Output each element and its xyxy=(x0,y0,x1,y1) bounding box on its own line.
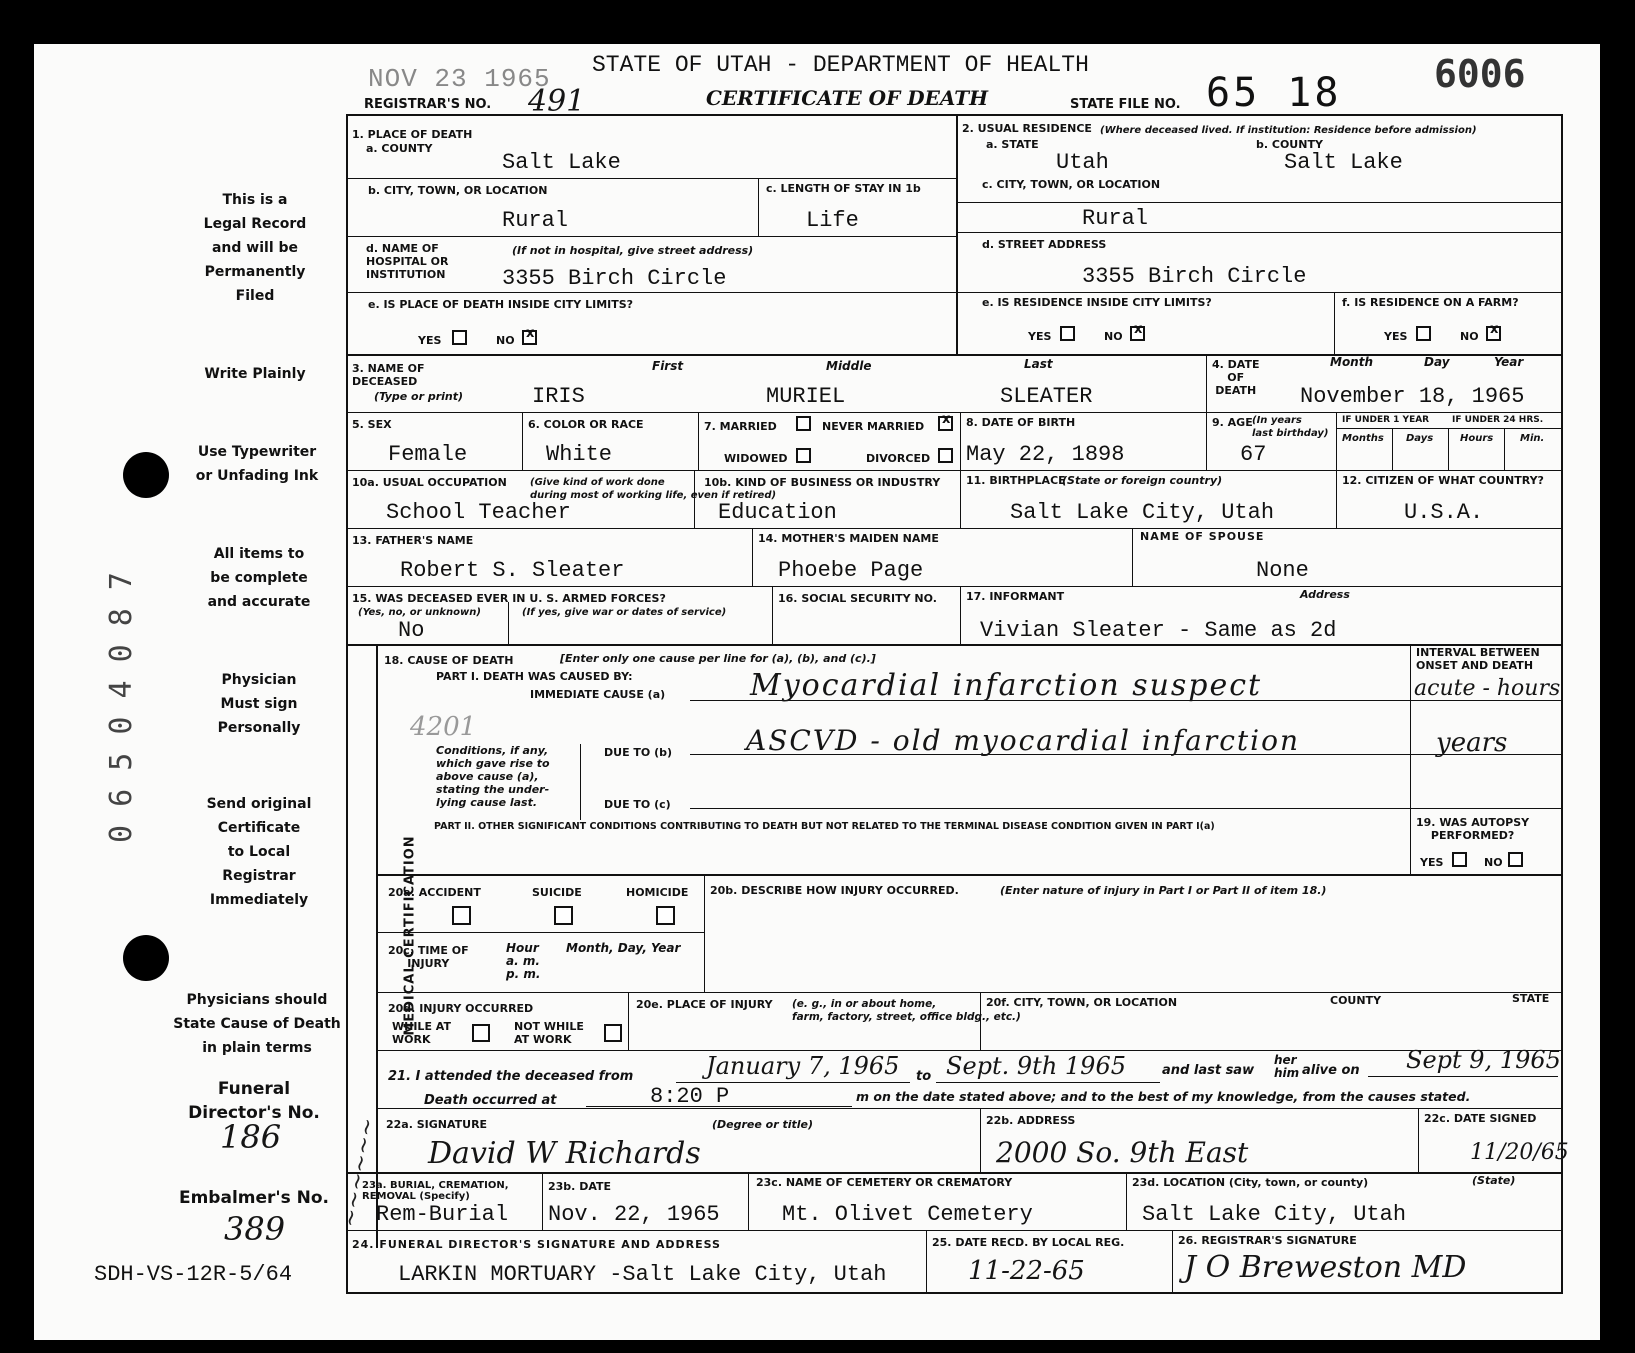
label-race: 6. COLOR OR RACE xyxy=(528,418,644,431)
label-alive-on: alive on xyxy=(1302,1063,1360,1078)
typewriter-note: Use Typewriter or Unfading Ink xyxy=(195,444,319,484)
checkbox-death-inside-yes[interactable] xyxy=(452,330,467,345)
label-autopsy: 19. WAS AUTOPSY PERFORMED? xyxy=(1416,816,1530,842)
label-part2: PART II. OTHER SIGNIFICANT CONDITIONS CONTRIBUTING TO DEATH BUT NOT RELATED TO THE TERMINAL DISEASE CONDITION GIVEN IN PART I(a) xyxy=(434,821,1215,832)
label-state-paren: (State) xyxy=(1472,1174,1516,1187)
date-signed-value: 11/20/65 xyxy=(1470,1140,1569,1165)
punch-hole-top xyxy=(123,452,169,498)
label-date-of-death: 4. DATE OF DEATH xyxy=(1212,358,1260,397)
label-stated: m on the date stated above; and to the best of my knowledge, from the causes stated. xyxy=(856,1089,1471,1104)
label-occupation: 10a. USUAL OCCUPATION xyxy=(352,476,507,489)
attended-from-value: January 7, 1965 xyxy=(706,1052,900,1080)
label-injury-occurred: 20d. INJURY OCCURRED xyxy=(388,1002,534,1015)
attended-to-value: Sept. 9th 1965 xyxy=(946,1052,1126,1080)
spouse-value: None xyxy=(1256,558,1309,583)
label-describe-injury: 20b. DESCRIBE HOW INJURY OCCURRED. xyxy=(710,884,959,897)
label-armed-forces-note1: (Yes, no, or unknown) xyxy=(358,607,481,618)
complete-note: All items to be complete and accurate xyxy=(207,546,311,610)
length-stay-value: Life xyxy=(806,208,859,233)
label-middle: Middle xyxy=(826,359,872,373)
label-hospital-note: (If not in hospital, give street address) xyxy=(512,244,754,257)
label-no-2: NO xyxy=(1104,330,1123,343)
label-informant: 17. INFORMANT xyxy=(966,590,1065,603)
label-residence-note: (Where deceased lived. If institution: Residence before admission) xyxy=(1100,125,1477,136)
location-value: Salt Lake City, Utah xyxy=(1142,1202,1407,1227)
citizen-value: U.S.A. xyxy=(1404,500,1484,525)
label-accident: 20a. ACCIDENT xyxy=(388,886,481,899)
occupation-value: School Teacher xyxy=(386,500,571,525)
res-city-value: Rural xyxy=(1082,206,1149,231)
industry-value: Education xyxy=(718,500,837,525)
label-under-1-year: IF UNDER 1 YEAR xyxy=(1342,415,1430,425)
label-birthplace: 11. BIRTHPLACE xyxy=(966,474,1066,487)
vertical-serial: 0 6 5 0 4 0 8 7 xyxy=(103,572,139,843)
label-armed-forces-note2: (If yes, give war or dates of service) xyxy=(522,607,727,618)
legal-record-note: This is a Legal Record and will be Permanently Filed xyxy=(203,192,307,304)
label-divorced: DIVORCED xyxy=(866,452,931,465)
label-her-him: her him xyxy=(1274,1053,1300,1080)
physician-sign-note: Physician Must sign Personally xyxy=(217,672,301,736)
label-signature: 22a. SIGNATURE xyxy=(386,1118,488,1131)
date-of-death-value: November 18, 1965 xyxy=(1300,384,1525,409)
last-saw-value: Sept 9, 1965 xyxy=(1406,1046,1561,1074)
label-day: Day xyxy=(1424,355,1450,369)
label-last: Last xyxy=(1024,357,1053,371)
age-value: 67 xyxy=(1240,442,1267,467)
label-hours: Hours xyxy=(1460,433,1494,444)
checkbox-homicide[interactable] xyxy=(656,906,675,925)
father-value: Robert S. Sleater xyxy=(400,558,625,583)
physicians-state-note: Physicians should State Cause of Death in plain terms xyxy=(173,992,341,1056)
label-cemetery: 23c. NAME OF CEMETERY OR CREMATORY xyxy=(756,1176,1013,1189)
hospital-value: 3355 Birch Circle xyxy=(502,266,727,291)
label-citizen: 12. CITIZEN OF WHAT COUNTRY? xyxy=(1342,474,1544,487)
label-immediate-cause: IMMEDIATE CAUSE (a) xyxy=(530,688,666,701)
label-sex: 5. SEX xyxy=(352,418,392,431)
interval-a-value: acute - hours xyxy=(1414,676,1561,701)
label-minutes: Min. xyxy=(1520,433,1545,444)
label-place-of-injury-note: (e. g., in or about home, farm, factory, street, office bldg., etc.) xyxy=(792,998,1021,1023)
label-industry: 10b. KIND OF BUSINESS OR INDUSTRY xyxy=(704,476,941,489)
cause-b-value: ASCVD - old myocardial infarction xyxy=(746,724,1301,757)
label-length-stay: c. LENGTH OF STAY IN 1b xyxy=(766,182,921,195)
death-county-value: Salt Lake xyxy=(502,150,621,175)
phys-address-value: 2000 So. 9th East xyxy=(996,1136,1249,1169)
checkbox-farm-yes[interactable] xyxy=(1416,326,1431,341)
label-burial-date: 23b. DATE xyxy=(548,1180,611,1193)
label-res-county: b. COUNTY xyxy=(1256,138,1323,151)
funeral-director-label: Funeral Director's No. xyxy=(188,1079,320,1123)
state-file-number: 65 18 xyxy=(1206,70,1342,116)
label-due-to-b: DUE TO (b) xyxy=(604,746,673,759)
informant-value: Vivian Sleater - Same as 2d xyxy=(980,618,1337,643)
label-widowed: WIDOWED xyxy=(724,452,788,465)
label-hour: Hour a. m. p. m. xyxy=(506,941,541,981)
registrar-label: REGISTRAR'S NO. xyxy=(364,97,492,112)
label-res-city: c. CITY, TOWN, OR LOCATION xyxy=(982,178,1161,191)
time-of-death-value: 8:20 P xyxy=(650,1084,730,1109)
birthplace-value: Salt Lake City, Utah xyxy=(1010,500,1275,525)
label-age: 9. AGE xyxy=(1212,416,1253,429)
label-location: 23d. LOCATION (City, town, or county) xyxy=(1132,1176,1369,1189)
label-birthplace-note: (State or foreign country) xyxy=(1062,474,1223,487)
label-ssn: 16. SOCIAL SECURITY NO. xyxy=(778,592,937,605)
sex-value: Female xyxy=(388,442,468,467)
cemetery-value: Mt. Olivet Cemetery xyxy=(782,1202,1033,1227)
send-original-note: Send original Certificate to Local Registrar Immediately xyxy=(206,796,312,908)
race-value: White xyxy=(546,442,613,467)
write-plainly-note: Write Plainly xyxy=(204,366,306,382)
label-yes-3: YES xyxy=(1384,330,1408,343)
date-recd-value: 11-22-65 xyxy=(968,1256,1085,1286)
checkbox-autopsy-no[interactable] xyxy=(1508,852,1523,867)
checkbox-autopsy-yes[interactable] xyxy=(1452,852,1467,867)
mark-res-inside-no: x xyxy=(1134,322,1143,337)
label-last-saw: and last saw xyxy=(1162,1063,1255,1078)
middle-name-value: MURIEL xyxy=(766,384,846,409)
label-date-signed: 22c. DATE SIGNED xyxy=(1424,1112,1537,1125)
label-phys-address: 22b. ADDRESS xyxy=(986,1114,1076,1127)
label-funeral-director-sig: 24. FUNERAL DIRECTOR'S SIGNATURE AND ADDRESS xyxy=(352,1238,721,1251)
funeral-director-value: LARKIN MORTUARY -Salt Lake City, Utah xyxy=(398,1262,887,1287)
label-conditions: Conditions, if any, which gave rise to above cause (a), stating the under- lying cause last. xyxy=(436,744,550,809)
checkbox-widowed[interactable] xyxy=(796,448,811,463)
label-married: 7. MARRIED xyxy=(704,420,777,433)
funeral-director-number: 186 xyxy=(220,1118,282,1156)
embalmer-label: Embalmer's No. xyxy=(178,1188,330,1208)
label-suicide: SUICIDE xyxy=(532,886,582,899)
armed-forces-value: No xyxy=(398,618,425,643)
mark-farm-no: x xyxy=(1490,322,1499,337)
label-date-of-birth: 8. DATE OF BIRTH xyxy=(966,416,1076,429)
state-title: STATE OF UTAH - DEPARTMENT OF HEALTH xyxy=(592,52,1089,78)
label-occupation-note: (Give kind of work done during most of working life, even if retired) xyxy=(530,477,777,501)
label-usual-residence: 2. USUAL RESIDENCE xyxy=(962,122,1092,135)
label-burial: 23a. BURIAL, CREMATION, REMOVAL (Specify) xyxy=(362,1180,509,1202)
label-death-inside-city: e. IS PLACE OF DEATH INSIDE CITY LIMITS? xyxy=(368,298,634,311)
label-res-state: a. STATE xyxy=(986,138,1039,151)
label-year: Year xyxy=(1494,355,1524,369)
label-to: to xyxy=(916,1069,932,1084)
vertical-signature: ~~~~~~ xyxy=(337,1115,382,1230)
label-res-street: d. STREET ADDRESS xyxy=(982,238,1107,251)
label-place-of-death: 1. PLACE OF DEATH xyxy=(352,128,473,141)
received-stamp: NOV 23 1965 xyxy=(368,64,551,94)
label-type-print: (Type or print) xyxy=(374,390,464,403)
registrar-number: 491 xyxy=(528,84,586,119)
label-month-day-year: Month, Day, Year xyxy=(566,941,681,955)
medical-certification-label: MEDICAL CERTIFICATION xyxy=(402,835,418,1036)
label-county: a. COUNTY xyxy=(366,142,433,155)
label-part1: PART I. DEATH WAS CAUSED BY: xyxy=(436,670,633,683)
label-hospital: d. NAME OF HOSPITAL OR INSTITUTION xyxy=(366,242,449,281)
state-file-label: STATE FILE NO. xyxy=(1070,97,1181,112)
label-armed-forces: 15. WAS DECEASED EVER IN U. S. ARMED FORCES? xyxy=(352,592,666,605)
mother-value: Phoebe Page xyxy=(778,558,924,583)
label-days: Days xyxy=(1406,433,1434,444)
death-city-value: Rural xyxy=(502,208,569,233)
label-res-farm: f. IS RESIDENCE ON A FARM? xyxy=(1342,296,1519,309)
checkbox-while-at-work[interactable] xyxy=(472,1024,490,1042)
label-no-autopsy: NO xyxy=(1484,856,1503,869)
mark-never-married: x xyxy=(942,412,951,427)
checkbox-married[interactable] xyxy=(796,416,811,431)
burial-date-value: Nov. 22, 1965 xyxy=(548,1202,720,1227)
registrar-signature: J O Breweston MD xyxy=(1184,1250,1467,1285)
label-cause-note: [Enter only one cause per line for (a), (b), and (c).] xyxy=(560,652,876,665)
label-no-1: NO xyxy=(496,334,515,347)
label-under-24-hours: IF UNDER 24 HRS. xyxy=(1452,415,1544,425)
stamp-number: 6006 xyxy=(1434,52,1526,96)
label-attended-from: 21. I attended the deceased from xyxy=(388,1069,634,1084)
label-time-of-injury: 20c. TIME OF INJURY xyxy=(388,944,469,970)
label-describe-injury-note: (Enter nature of injury in Part I or Part II of item 18.) xyxy=(1000,884,1327,897)
burial-value: Rem-Burial xyxy=(376,1202,509,1227)
checkbox-suicide[interactable] xyxy=(554,906,573,925)
label-never-married: NEVER MARRIED xyxy=(822,420,925,433)
label-homicide: HOMICIDE xyxy=(626,886,689,899)
label-interval: INTERVAL BETWEEN ONSET AND DEATH xyxy=(1416,646,1540,672)
label-injury-county: COUNTY xyxy=(1330,994,1382,1007)
interval-b-value: years xyxy=(1436,728,1508,758)
label-while-at-work: WHILE AT WORK xyxy=(392,1020,451,1046)
label-month: Month xyxy=(1330,355,1374,369)
first-name-value: IRIS xyxy=(532,384,585,409)
physician-signature: David W Richards xyxy=(428,1136,701,1171)
label-death-occurred-at: Death occurred at xyxy=(424,1093,557,1108)
checkbox-divorced[interactable] xyxy=(938,448,953,463)
label-mother: 14. MOTHER'S MAIDEN NAME xyxy=(758,532,939,545)
label-first: First xyxy=(652,359,684,373)
label-yes-2: YES xyxy=(1028,330,1052,343)
res-county-value: Salt Lake xyxy=(1284,150,1403,175)
label-months: Months xyxy=(1342,433,1384,444)
label-yes-autopsy: YES xyxy=(1420,856,1444,869)
label-injury-city: 20f. CITY, TOWN, OR LOCATION xyxy=(986,996,1178,1009)
label-registrar-sig: 26. REGISTRAR'S SIGNATURE xyxy=(1178,1234,1357,1247)
dob-value: May 22, 1898 xyxy=(966,442,1125,467)
mark-death-inside-no: x xyxy=(526,326,535,341)
label-degree: (Degree or title) xyxy=(712,1118,814,1131)
checkbox-not-while-at-work[interactable] xyxy=(604,1024,622,1042)
punch-hole-bottom xyxy=(123,935,169,981)
checkbox-res-inside-yes[interactable] xyxy=(1060,326,1075,341)
label-place-of-injury: 20e. PLACE OF INJURY xyxy=(636,998,773,1011)
label-no-3: NO xyxy=(1460,330,1479,343)
label-yes-1: YES xyxy=(418,334,442,347)
res-street-value: 3355 Birch Circle xyxy=(1082,264,1307,289)
checkbox-accident[interactable] xyxy=(452,906,471,925)
label-death-city: b. CITY, TOWN, OR LOCATION xyxy=(368,184,548,197)
embalmer-number: 389 xyxy=(224,1210,286,1248)
margin-note: 4201 xyxy=(410,712,477,742)
res-state-value: Utah xyxy=(1056,150,1109,175)
label-spouse: NAME OF SPOUSE xyxy=(1140,530,1265,543)
label-not-while-at-work: NOT WHILE AT WORK xyxy=(514,1020,584,1046)
form-id: SDH-VS-12R-5/64 xyxy=(94,1262,293,1287)
label-cause-of-death: 18. CAUSE OF DEATH xyxy=(384,654,514,667)
cause-a-value: Myocardial infarction suspect xyxy=(750,668,1263,703)
label-informant-address: Address xyxy=(1300,588,1350,601)
label-date-recd: 25. DATE RECD. BY LOCAL REG. xyxy=(932,1236,1125,1249)
label-due-to-c: DUE TO (c) xyxy=(604,798,671,811)
label-name-of-deceased: 3. NAME OF DECEASED xyxy=(352,362,425,388)
label-res-inside-city: e. IS RESIDENCE INSIDE CITY LIMITS? xyxy=(982,296,1212,309)
label-age-note: (In years last birthday) xyxy=(1252,415,1329,439)
label-injury-state: STATE xyxy=(1512,992,1550,1005)
last-name-value: SLEATER xyxy=(1000,384,1093,409)
label-father: 13. FATHER'S NAME xyxy=(352,534,474,547)
certificate-title: CERTIFICATE OF DEATH xyxy=(706,86,989,110)
